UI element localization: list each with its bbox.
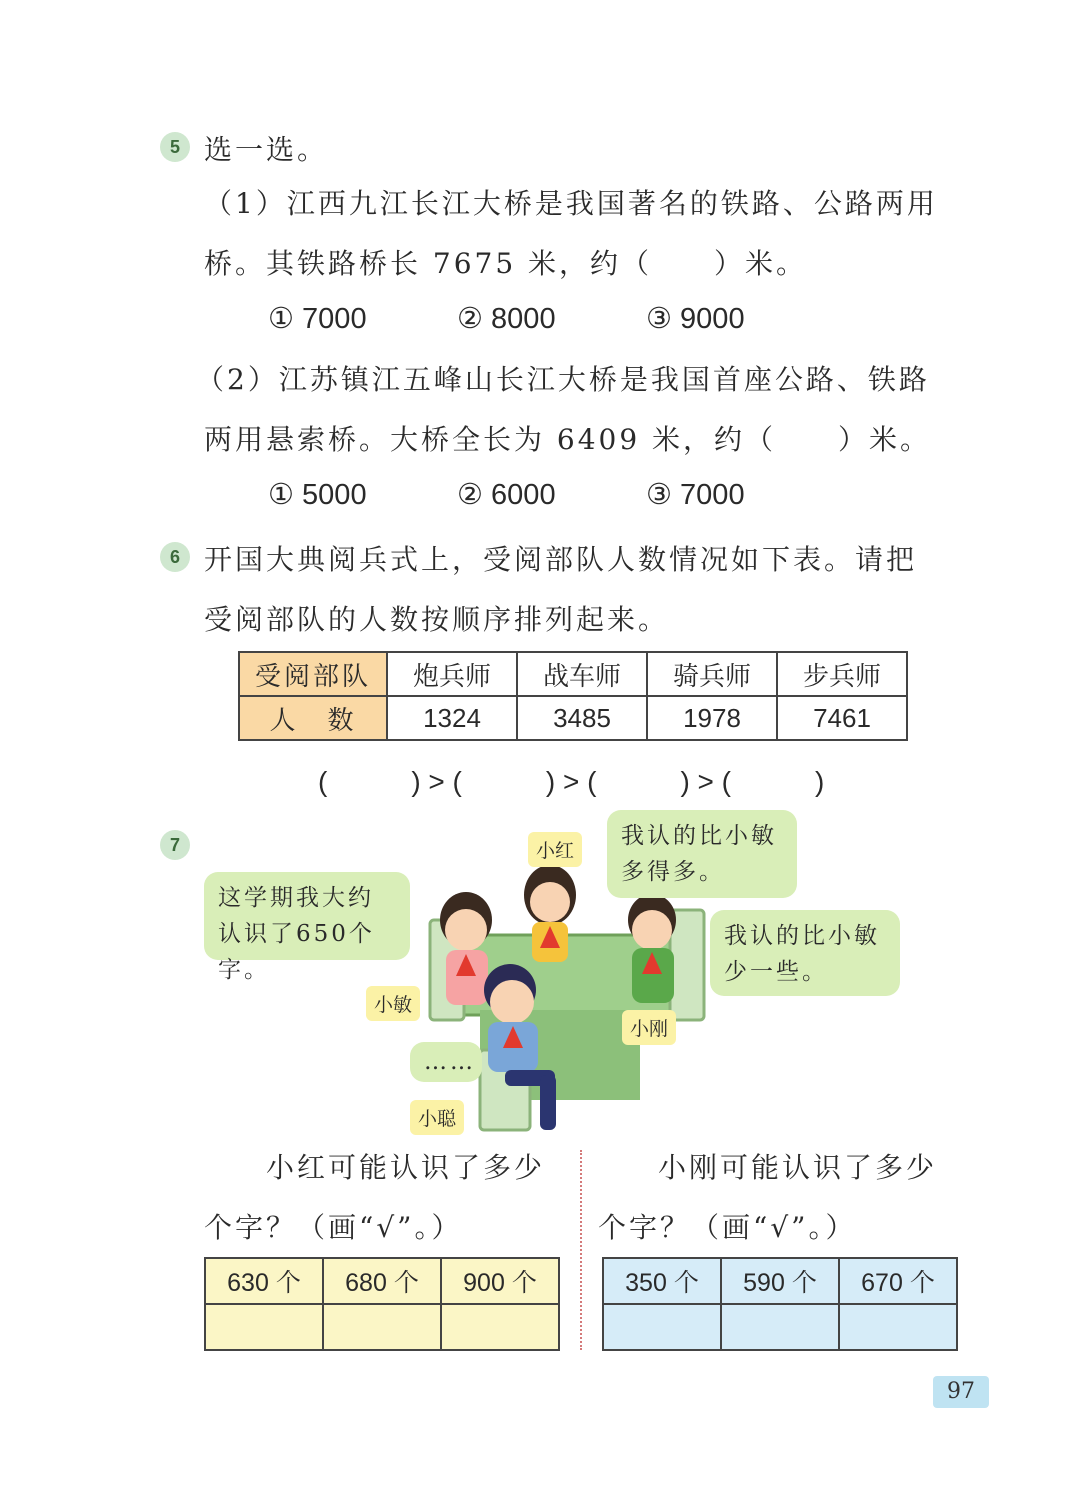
q5-part2-option-3: ③ 7000 (646, 479, 745, 511)
bubble-line: 我认的比小敏 (621, 823, 777, 849)
bubble-line: 多得多。 (621, 859, 725, 885)
troop-table (238, 651, 908, 741)
q5-part1-option-2: ② 8000 (457, 303, 556, 335)
left-answer-table (204, 1257, 560, 1351)
q5-part1-option-1: ① 7000 (268, 303, 367, 335)
name-tag-xiaohong: 小红 (528, 832, 582, 867)
option-cell: 350 个 (603, 1258, 721, 1304)
troop-count-label: 人 数 (239, 696, 387, 740)
option-cell: 630 个 (205, 1258, 323, 1304)
troop-unit: 步兵师 (777, 652, 907, 696)
right-answer-table (602, 1257, 958, 1351)
table-row (239, 696, 907, 740)
q5-part2-line1: （2）江苏镇江五峰山长江大桥是我国首座公路、铁路 (196, 363, 930, 396)
question-number-5: 5 (160, 132, 190, 162)
check-cell[interactable] (839, 1304, 957, 1350)
bubble-line: 我认的比小敏 (724, 923, 880, 949)
question-number-6: 6 (160, 542, 190, 572)
troop-unit: 炮兵师 (387, 652, 517, 696)
option-cell: 900 个 (441, 1258, 559, 1304)
table-row (603, 1258, 957, 1304)
left-question-line2: 个字？（画“√”。） (204, 1211, 463, 1244)
bubble-line: 少一些。 (724, 959, 828, 985)
q5-part1-line2: 桥。其铁路桥长 7675 米，约（ ）米。 (204, 247, 808, 280)
troop-count: 1324 (387, 696, 517, 740)
check-cell[interactable] (323, 1304, 441, 1350)
order-answer-blanks[interactable]: ( ) > ( ) > ( ) > ( ) (318, 766, 825, 797)
check-cell[interactable] (721, 1304, 839, 1350)
option-cell: 670 个 (839, 1258, 957, 1304)
q5-part2-line2: 两用悬索桥。大桥全长为 6409 米，约（ ）米。 (204, 423, 932, 456)
check-cell[interactable] (603, 1304, 721, 1350)
bubble-line: 认识了650个字。 (218, 921, 375, 983)
q5-title: 选一选。 (204, 133, 329, 166)
speech-bubble-xiaomin (204, 872, 410, 983)
speech-bubble-xiaohong (607, 810, 797, 898)
table-row (239, 652, 907, 696)
option-cell: 680 个 (323, 1258, 441, 1304)
troop-unit: 骑兵师 (647, 652, 777, 696)
q6-line1: 开国大典阅兵式上，受阅部队人数情况如下表。请把 (204, 543, 918, 576)
dotted-divider (580, 1150, 582, 1350)
question-number-7: 7 (160, 830, 190, 860)
q6-line2: 受阅部队的人数按顺序排列起来。 (204, 603, 670, 636)
right-question-line2: 个字？（画“√”。） (598, 1211, 857, 1244)
q5-part2-option-2: ② 6000 (457, 479, 556, 511)
table-row (205, 1258, 559, 1304)
troop-count: 1978 (647, 696, 777, 740)
troop-count: 3485 (517, 696, 647, 740)
q5-part1-option-3: ③ 9000 (646, 303, 745, 335)
speech-bubble-xiaocong: …… (410, 1042, 482, 1082)
check-cell[interactable] (441, 1304, 559, 1350)
page-number: 97 (933, 1376, 989, 1408)
troop-unit: 战车师 (517, 652, 647, 696)
troop-header-label: 受阅部队 (239, 652, 387, 696)
name-tag-xiaocong: 小聪 (410, 1100, 464, 1135)
check-cell[interactable] (205, 1304, 323, 1350)
left-question-line1: 小红可能认识了多少 (266, 1151, 546, 1184)
q5-part2-option-1: ① 5000 (268, 479, 367, 511)
speech-bubble-xiaogang (710, 910, 900, 996)
right-question-line1: 小刚可能认识了多少 (658, 1151, 938, 1184)
bubble-line: 这学期我大约 (218, 885, 374, 911)
troop-count: 7461 (777, 696, 907, 740)
name-tag-xiaogang: 小刚 (622, 1010, 676, 1045)
table-row (603, 1304, 957, 1350)
q5-part1-line1: （1）江西九江长江大桥是我国著名的铁路、公路两用 (204, 187, 938, 220)
table-row (205, 1304, 559, 1350)
name-tag-xiaomin: 小敏 (366, 986, 420, 1021)
option-cell: 590 个 (721, 1258, 839, 1304)
